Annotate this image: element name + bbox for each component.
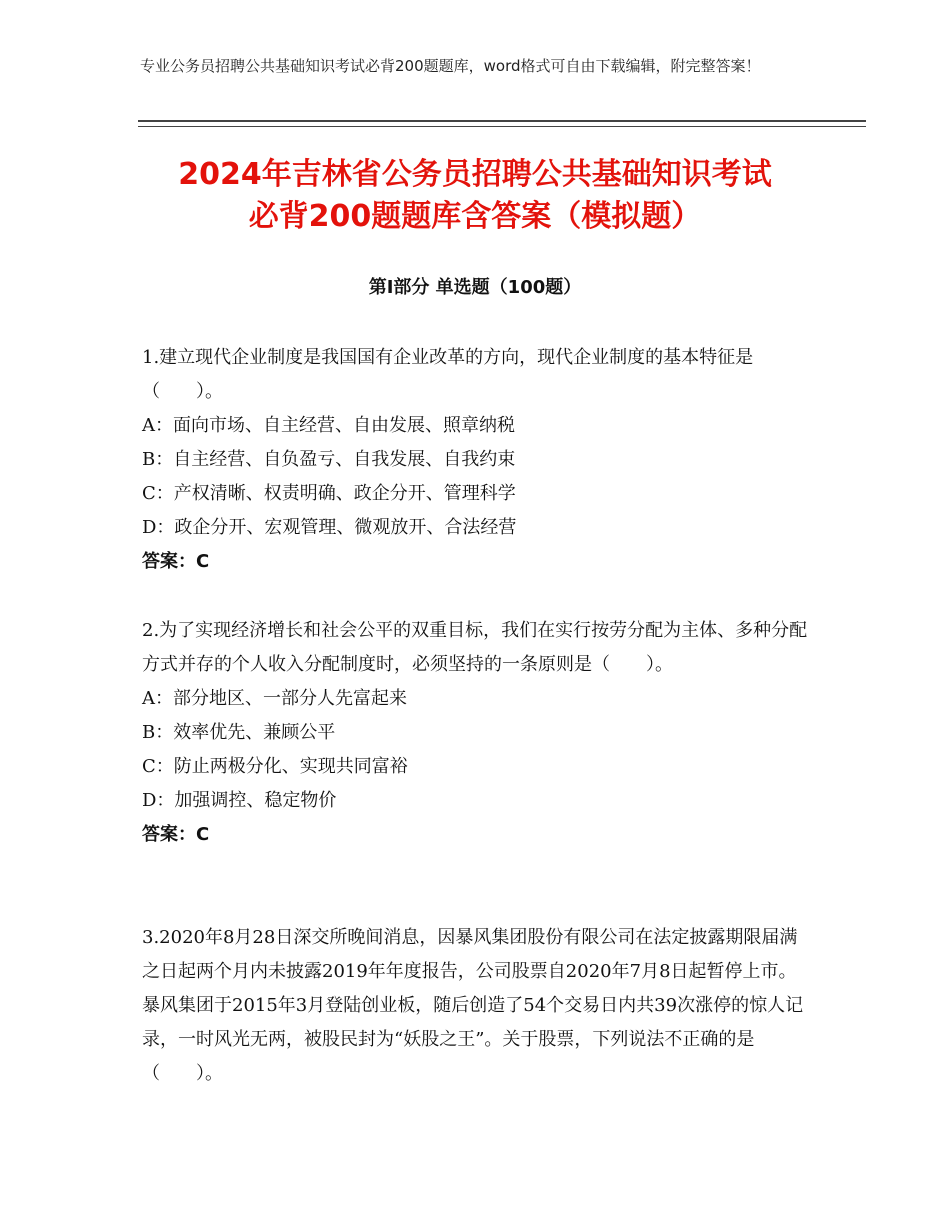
option-a: A：部分地区、一部分人先富起来 <box>142 688 407 709</box>
option-c: C：产权清晰、权责明确、政企分开、管理科学 <box>142 483 516 504</box>
question-2 <box>142 614 814 852</box>
document-title <box>100 154 850 238</box>
question-stem: 2.为了实现经济增长和社会公平的双重目标，我们在实行按劳分配为主体、多种分配方式并存的个人收入分配制度时，必须坚持的一条原则是（ ）。 <box>142 620 808 675</box>
option-c: C：防止两极分化、实现共同富裕 <box>142 756 408 777</box>
section-title: 第Ⅰ部分 单选题（100题） <box>368 277 582 298</box>
option-b: B：自主经营、自负盈亏、自我发展、自我约束 <box>142 449 516 470</box>
question-3 <box>142 921 814 1091</box>
answer: 答案：C <box>142 551 210 572</box>
document-title-line-1: 2024年吉林省公务员招聘公共基础知识考试 <box>178 157 772 192</box>
question-stem: 1.建立现代企业制度是我国国有企业改革的方向，现代企业制度的基本特征是（ ）。 <box>142 347 754 402</box>
header-divider <box>138 120 866 127</box>
option-d: D：加强调控、稳定物价 <box>142 790 337 811</box>
option-a: A：面向市场、自主经营、自由发展、照章纳税 <box>142 415 515 436</box>
document-title-line-2: 必背200题题库含答案（模拟题） <box>248 199 702 234</box>
question-1 <box>142 341 814 579</box>
option-b: B：效率优先、兼顾公平 <box>142 722 336 743</box>
header-note: 专业公务员招聘公共基础知识考试必背200题题库，word格式可自由下载编辑，附完整答案！ <box>140 57 761 75</box>
answer: 答案：C <box>142 824 210 845</box>
question-stem: 3.2020年8月28日深交所晚间消息，因暴风集团股份有限公司在法定披露期限届满之日起两个月内未披露2019年年度报告，公司股票自2020年7月8日起暂停上市。暴风集团于2015年3月登陆创业板，随后创造了54个交易日内共39次涨停的惊人记录，一时风光无两，被股民封为“妖股之王”。关于股票，下列说法不正确的是（ ）。 <box>142 927 804 1084</box>
option-d: D：政企分开、宏观管理、微观放开、合法经营 <box>142 517 517 538</box>
